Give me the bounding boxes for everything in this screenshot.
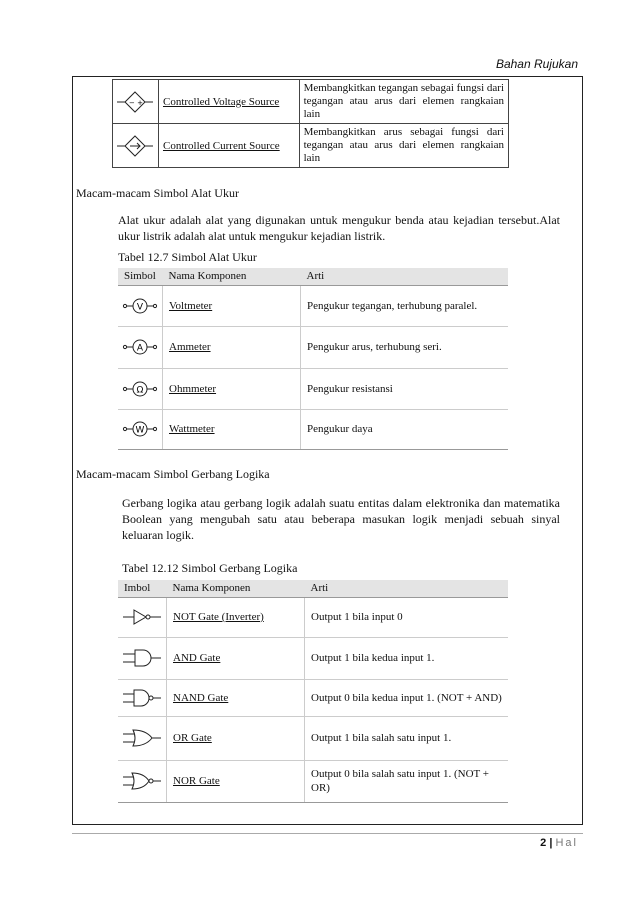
table-header-row <box>118 268 508 285</box>
column-header: Imbol <box>118 580 167 597</box>
symbol-cell <box>118 368 163 409</box>
logic-gates-table <box>118 580 508 803</box>
symbol-cell <box>118 597 167 637</box>
table-row <box>113 80 509 124</box>
table-row <box>118 597 508 637</box>
column-header: Arti <box>301 268 509 285</box>
component-description: Pengukur tegangan, terhubung paralel. <box>301 285 509 326</box>
component-name: NOT Gate (Inverter) <box>167 597 305 637</box>
column-header: Arti <box>305 580 509 597</box>
wattmeter-icon <box>122 419 158 439</box>
meters-table <box>118 268 508 450</box>
component-name: Ammeter <box>163 326 301 368</box>
sources-table <box>112 79 509 168</box>
component-description: Membangkitkan tegangan sebagai fungsi dari tegangan atau arus dari elemen rangkaian lain <box>299 80 508 124</box>
symbol-cell <box>118 326 163 368</box>
component-description: Output 0 bila kedua input 1. (NOT + AND) <box>305 679 509 716</box>
controlled-current-source-icon <box>115 134 155 158</box>
ohmmeter-icon <box>122 379 158 399</box>
and-gate-icon <box>122 647 162 669</box>
page-footer <box>540 837 578 849</box>
component-description: Pengukur arus, terhubung seri. <box>301 326 509 368</box>
symbol-cell <box>118 637 167 679</box>
page-label: Hal <box>555 837 578 849</box>
symbol-cell <box>113 124 159 168</box>
voltmeter-icon <box>122 296 158 316</box>
meter-letter: Ω <box>136 385 144 395</box>
component-name: NOR Gate <box>167 760 305 802</box>
meter-letter: W <box>135 425 145 436</box>
table-row <box>118 716 508 760</box>
symbol-cell <box>113 80 159 124</box>
component-description: Output 1 bila input 0 <box>305 597 509 637</box>
component-name: AND Gate <box>167 637 305 679</box>
table-row <box>118 285 508 326</box>
nand-gate-icon <box>122 687 162 709</box>
component-name: NAND Gate <box>167 679 305 716</box>
page-header-title: Bahan Rujukan <box>495 57 578 71</box>
page-separator: | <box>549 837 553 849</box>
component-description: Pengukur daya <box>301 409 509 449</box>
svg-text:− +: − + <box>129 98 144 107</box>
footer-divider <box>72 833 583 834</box>
component-name: Wattmeter <box>163 409 301 449</box>
component-name: Voltmeter <box>163 285 301 326</box>
table-row <box>118 637 508 679</box>
component-name: Controlled Current Source <box>158 124 299 168</box>
symbol-cell <box>118 716 167 760</box>
section-title-meters: Macam-macam Simbol Alat Ukur <box>76 186 239 200</box>
ammeter-icon <box>122 337 158 357</box>
table-row <box>118 409 508 449</box>
table-row <box>118 326 508 368</box>
controlled-voltage-source-icon <box>115 90 155 114</box>
table-row <box>113 124 509 168</box>
component-name: OR Gate <box>167 716 305 760</box>
table-row <box>118 760 508 802</box>
table-row <box>118 679 508 716</box>
or-gate-icon <box>122 727 162 749</box>
not-gate-icon <box>122 607 162 627</box>
meter-letter: V <box>136 302 144 312</box>
logic-gates-table-caption: Tabel 12.12 Simbol Gerbang Logika <box>122 561 298 575</box>
column-header: Nama Komponen <box>167 580 305 597</box>
meters-paragraph: Alat ukur adalah alat yang digunakan untuk mengukur benda atau kejadian tersebut.Alat ukur listrik adalah alat untuk mengukur kejadian listrik. <box>118 213 560 243</box>
page-number: 2 <box>540 837 547 849</box>
symbol-cell <box>118 409 163 449</box>
column-header: Nama Komponen <box>163 268 301 285</box>
table-row <box>118 368 508 409</box>
component-description: Output 1 bila kedua input 1. <box>305 637 509 679</box>
column-header: Simbol <box>118 268 163 285</box>
component-name: Controlled Voltage Source <box>158 80 299 124</box>
symbol-cell <box>118 760 167 802</box>
nor-gate-icon <box>122 770 162 792</box>
meter-letter: A <box>136 343 144 354</box>
symbol-cell <box>118 679 167 716</box>
table-header-row <box>118 580 508 597</box>
meters-table-caption: Tabel 12.7 Simbol Alat Ukur <box>118 250 257 264</box>
component-description: Output 1 bila salah satu input 1. <box>305 716 509 760</box>
section-title-logic-gates: Macam-macam Simbol Gerbang Logika <box>76 467 270 481</box>
component-description: Output 0 bila salah satu input 1. (NOT + OR) <box>305 760 509 802</box>
logic-gates-paragraph: Gerbang logika atau gerbang logik adalah suatu entitas dalam elektronika dan matematika Boolean yang mengubah satu atau beberapa masukan logik menjadi sebuah sinyal keluaran logik. <box>122 496 560 542</box>
component-description: Membangkitkan arus sebagai fungsi dari tegangan atau arus dari elemen rangkaian lain <box>299 124 508 168</box>
component-name: Ohmmeter <box>163 368 301 409</box>
symbol-cell <box>118 285 163 326</box>
component-description: Pengukur resistansi <box>301 368 509 409</box>
